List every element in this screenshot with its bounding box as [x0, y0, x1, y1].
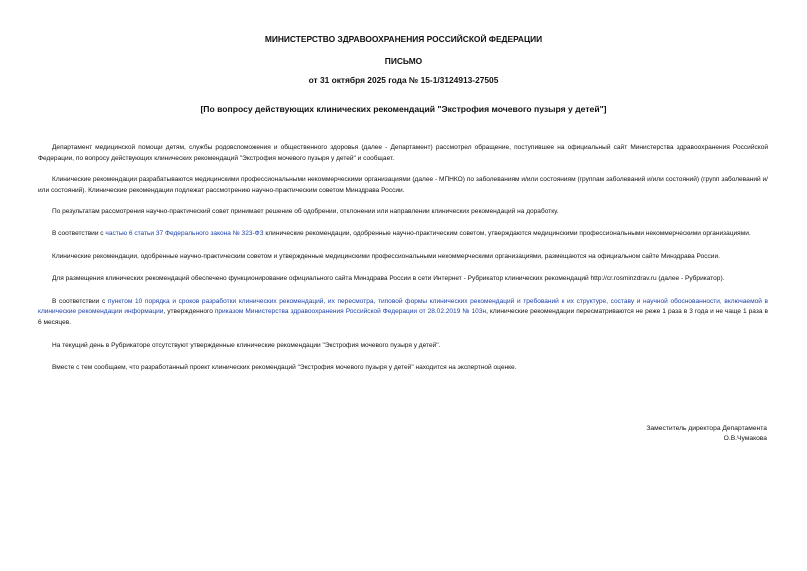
paragraph: Департамент медицинской помощи детям, службы родовспоможения и общественного здоровья (далее - Департамент) рассмотрел обращение, поступившее на официальный сайт Министерства здравоохранения Российской Федерации, по вопросу действующих клинических рекомендаций "Экстрофия мочевого пузыря у детей" и сообщает.	[38, 144, 768, 162]
paragraph: По результатам рассмотрения научно-практический совет принимает решение об одобрении, отклонении или направлении клинических рекомендаций на доработку.	[52, 208, 559, 216]
paragraph	[38, 297, 768, 329]
paragraph: Клинические рекомендации разрабатываются медицинскими профессиональными некоммерческими организациями (далее - МПНКО) по заболеваниям и/или состояниям (группам заболеваний и/или состояний) (групп заболеваний и/или состояний). Клинические рекомендации подлежат рассмотрению научно-практическим советом Минздрава России.	[38, 176, 768, 194]
signer-name: О.В.Чумакова	[723, 435, 767, 442]
paragraph-text: В соответствии с	[52, 229, 106, 237]
procedure-link[interactable]: пунктом 10 порядка и сроков разработки клинических рекомендаций, их пересмотра, типовой формы клинических рекомендаций и требований к их структуре, составу и научной обоснованности, включаемой в клинические рекомендации информации	[38, 297, 768, 316]
document-type: ПИСЬМО	[384, 56, 423, 66]
document-body	[38, 143, 768, 374]
paragraph-text: В соответствии с	[52, 297, 108, 305]
paragraph-text: , клинические рекомендации пересматриваются не реже 1 раза в 3 года и не чаще 1 раза в 6 месяцев.	[38, 308, 768, 326]
document-subject: [По вопросу действующих клинических рекомендаций "Экстрофия мочевого пузыря у детей"]	[200, 104, 607, 114]
paragraph-text: клинические рекомендации, одобренные научно-практическим советом, утверждаются медицинскими профессиональными некоммерческими организациями.	[263, 229, 751, 237]
law-article-link[interactable]: частью 6 статьи 37 Федерального закона № 323-ФЗ	[105, 229, 264, 237]
signer-position: Заместитель директора Департамента	[646, 425, 767, 432]
ministry-heading: МИНИСТЕРСТВО ЗДРАВООХРАНЕНИЯ РОССИЙСКОЙ ФЕДЕРАЦИИ	[264, 34, 543, 44]
signature-block	[646, 424, 767, 444]
paragraph	[38, 229, 768, 240]
document-date-number: от 31 октября 2025 года № 15-1/3124913-27505	[308, 75, 499, 85]
paragraph-text: , утвержденного	[163, 308, 215, 316]
paragraph: Вместе с тем сообщаем, что разработанный проект клинических рекомендаций "Экстрофия мочевого пузыря у детей" находится на экспертной оценке.	[52, 364, 517, 372]
paragraph: Для размещения клинических рекомендаций обеспечено функционирование официального сайта Минздрава России в сети Интернет - Рубрикатор клинических рекомендаций http://cr.rosminzdrav.ru (далее - Рубрикатор).	[52, 275, 725, 283]
paragraph: На текущий день в Рубрикаторе отсутствуют утвержденные клинические рекомендации "Экстрофия мочевого пузыря у детей".	[52, 341, 441, 349]
order-link[interactable]: приказом Министерства здравоохранения Российской Федерации от 28.02.2019 № 103н	[214, 308, 487, 316]
paragraph: Клинические рекомендации, одобренные научно-практическим советом и утвержденные медицинскими профессиональными некоммерческими организациями, размещаются на официальном сайте Минздрава России.	[52, 252, 720, 260]
